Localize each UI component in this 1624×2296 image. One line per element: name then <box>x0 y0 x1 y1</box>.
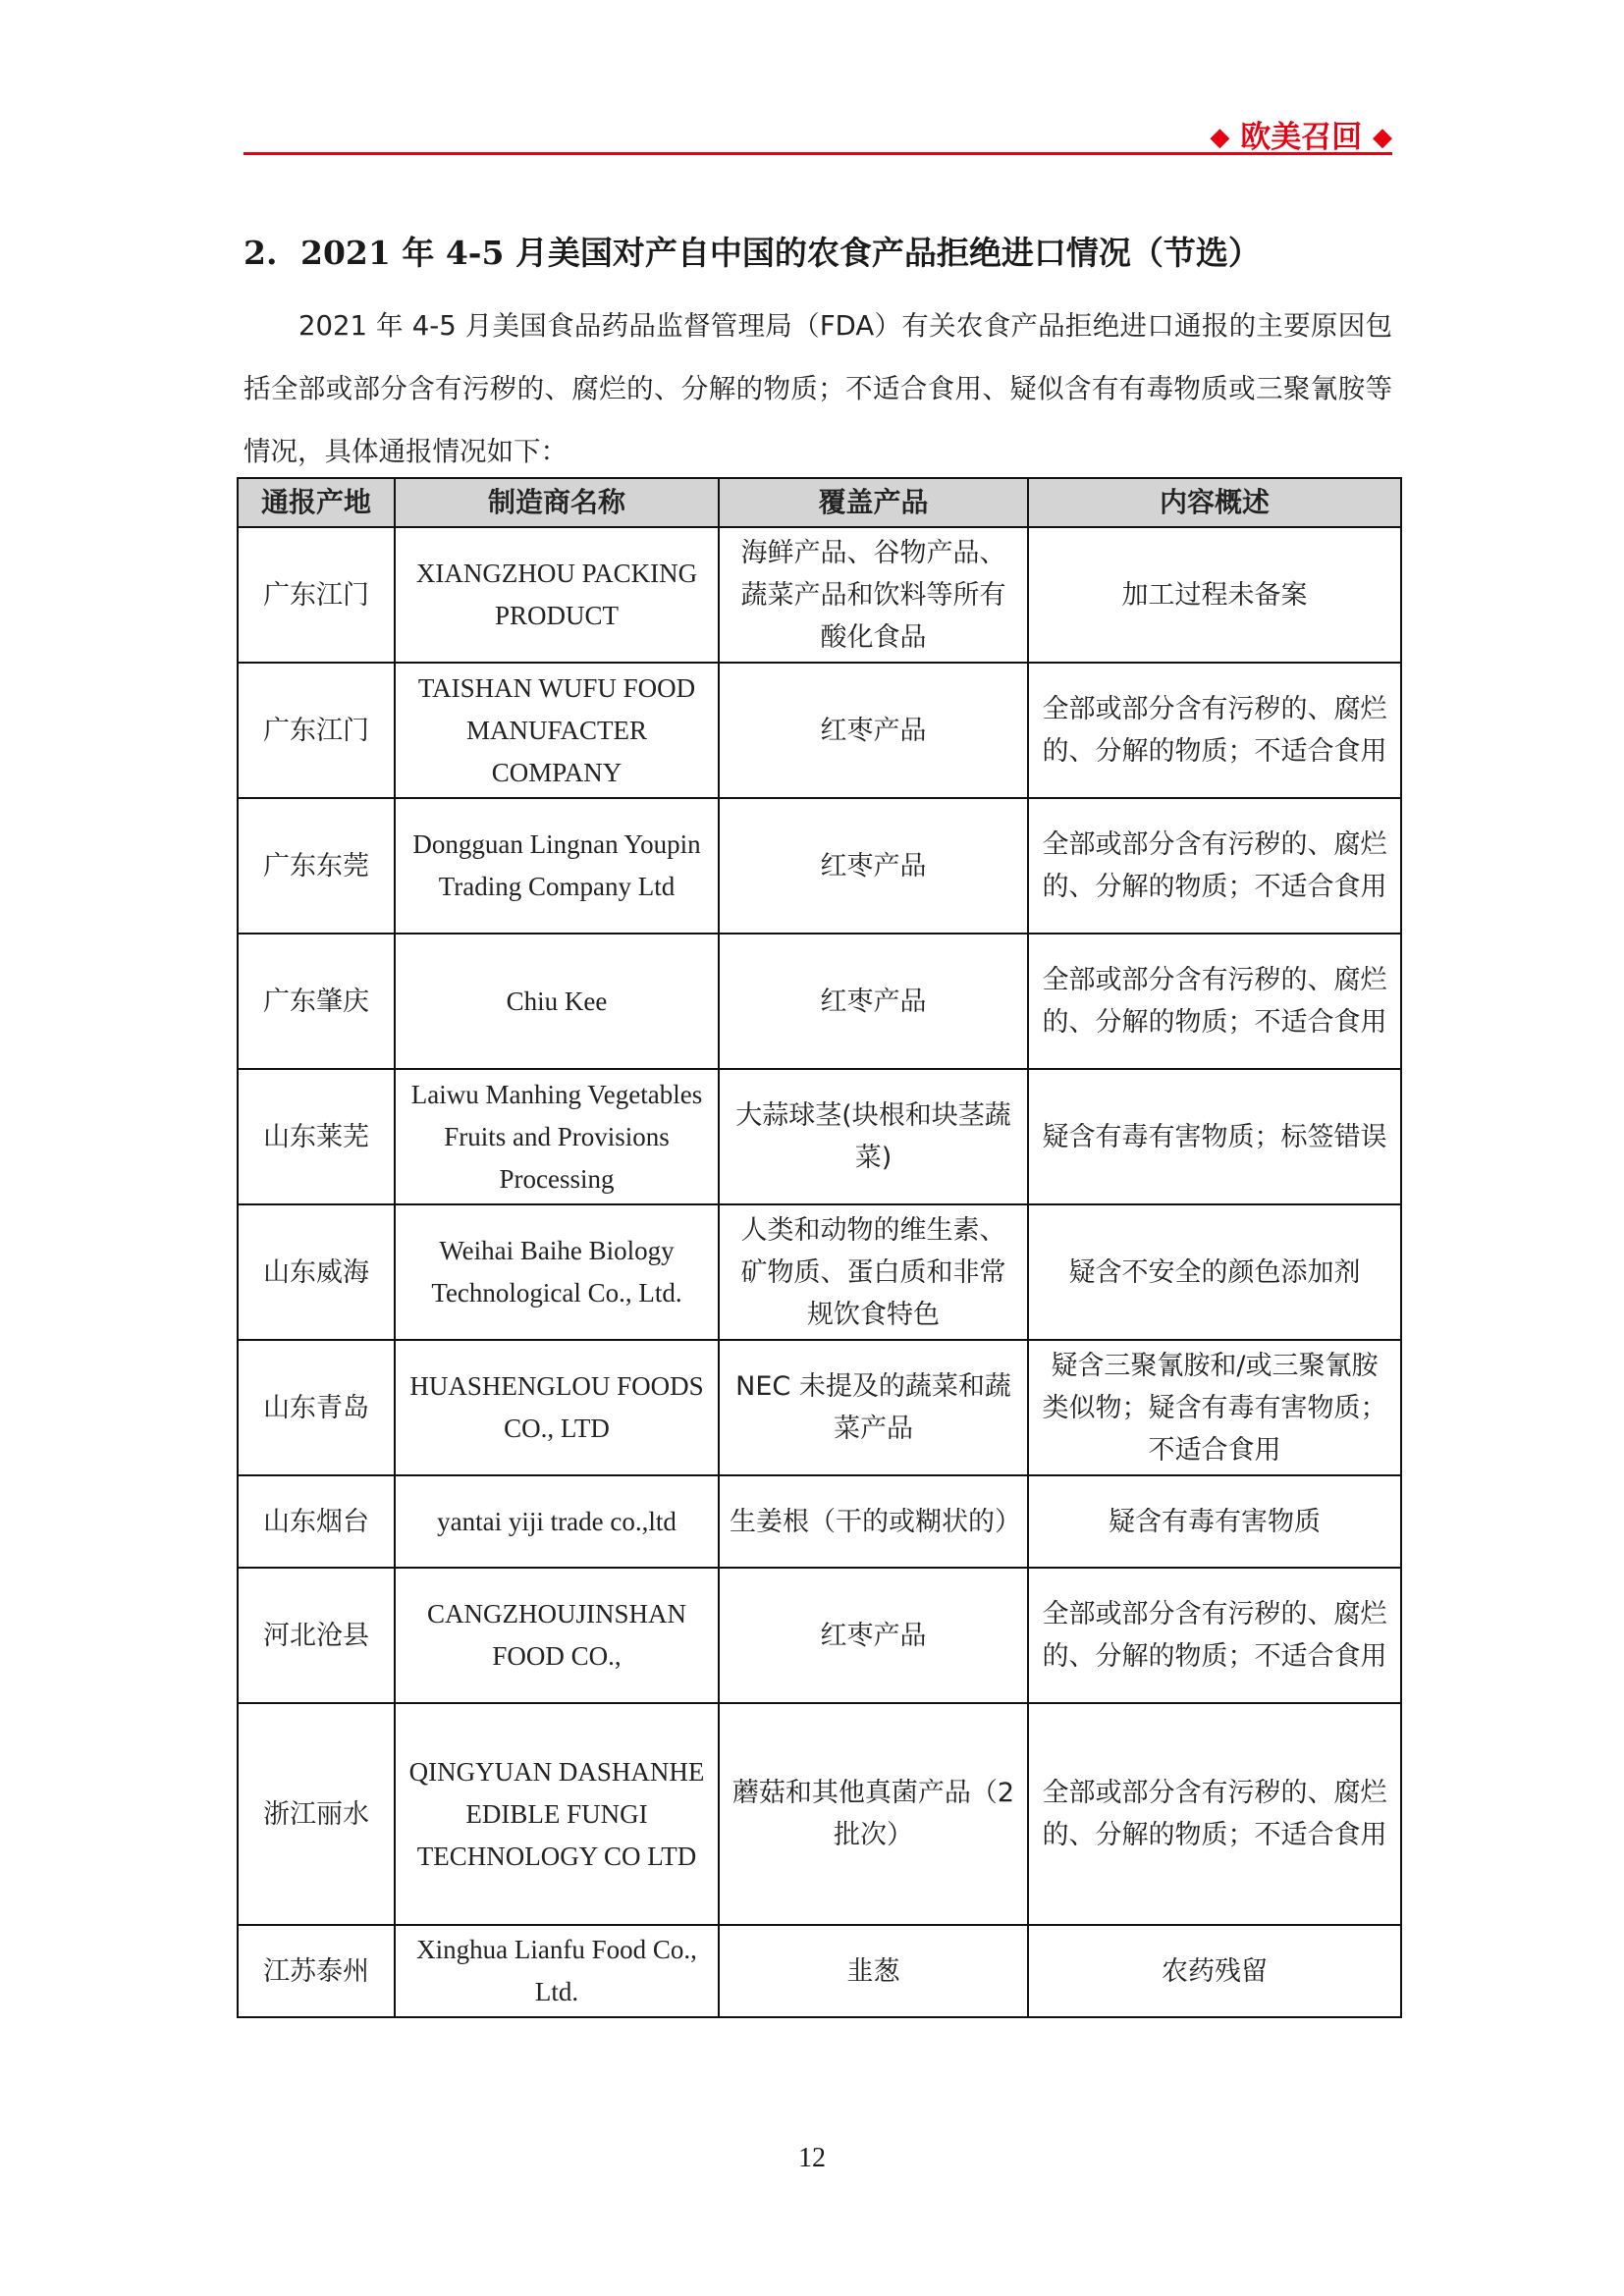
cell-origin: 山东莱芜 <box>238 1069 395 1204</box>
section-title <box>244 228 1392 274</box>
table-row <box>238 1340 1401 1475</box>
cell-summary: 疑含三聚氰胺和/或三聚氰胺类似物；疑含有毒有害物质；不适合食用 <box>1028 1340 1401 1475</box>
section-number: 2. <box>244 234 278 272</box>
cell-origin: 广东江门 <box>238 663 395 798</box>
cell-origin: 河北沧县 <box>238 1568 395 1703</box>
table-header-row <box>238 478 1401 527</box>
cell-product: NEC 未提及的蔬菜和蔬菜产品 <box>719 1340 1028 1475</box>
header-summary: 内容概述 <box>1028 478 1401 527</box>
cell-origin: 广东江门 <box>238 527 395 663</box>
cell-product: 红枣产品 <box>719 798 1028 934</box>
cell-summary: 疑含不安全的颜色添加剂 <box>1028 1204 1401 1340</box>
cell-summary: 农药残留 <box>1028 1925 1401 2017</box>
table-row <box>238 527 1401 663</box>
cell-product: 红枣产品 <box>719 934 1028 1069</box>
cell-manufacturer: Weihai Baihe Biology Technological Co., Ltd. <box>395 1204 719 1340</box>
cell-manufacturer: CANGZHOUJINSHAN FOOD CO., <box>395 1568 719 1703</box>
cell-manufacturer: QINGYUAN DASHANHE EDIBLE FUNGI TECHNOLOGY CO LTD <box>395 1703 719 1925</box>
cell-summary: 疑含有毒有害物质 <box>1028 1475 1401 1568</box>
cell-summary: 全部或部分含有污秽的、腐烂的、分解的物质；不适合食用 <box>1028 934 1401 1069</box>
table-row <box>238 1475 1401 1568</box>
cell-origin: 山东威海 <box>238 1204 395 1340</box>
header-tag-label: 欧美召回 <box>1240 120 1363 155</box>
cell-product: 红枣产品 <box>719 1568 1028 1703</box>
cell-product: 蘑菇和其他真菌产品（2 批次） <box>719 1703 1028 1925</box>
cell-origin: 江苏泰州 <box>238 1925 395 2017</box>
rejection-table <box>237 477 1402 2018</box>
cell-manufacturer: Chiu Kee <box>395 934 719 1069</box>
cell-summary: 疑含有毒有害物质；标签错误 <box>1028 1069 1401 1204</box>
table-row <box>238 934 1401 1069</box>
cell-origin: 广东东莞 <box>238 798 395 934</box>
cell-summary: 全部或部分含有污秽的、腐烂的、分解的物质；不适合食用 <box>1028 798 1401 934</box>
cell-summary: 全部或部分含有污秽的、腐烂的、分解的物质；不适合食用 <box>1028 1568 1401 1703</box>
cell-product: 人类和动物的维生素、矿物质、蛋白质和非常规饮食特色 <box>719 1204 1028 1340</box>
page-header <box>244 108 1392 155</box>
cell-product: 红枣产品 <box>719 663 1028 798</box>
table-row <box>238 1703 1401 1925</box>
cell-product: 生姜根（干的或糊状的） <box>719 1475 1028 1568</box>
cell-manufacturer: Dongguan Lingnan Youpin Trading Company Ltd <box>395 798 719 934</box>
cell-manufacturer: TAISHAN WUFU FOOD MANUFACTER COMPANY <box>395 663 719 798</box>
cell-manufacturer: Xinghua Lianfu Food Co., Ltd. <box>395 1925 719 2017</box>
intro-paragraph: 2021 年 4-5 月美国食品药品监督管理局（FDA）有关农食产品拒绝进口通报的主要原因包括全部或部分含有污秽的、腐烂的、分解的物质；不适合食用、疑似含有有毒物质或三聚氰胺等情况，具体通报情况如下： <box>244 310 1392 467</box>
page-number: 12 <box>798 2143 826 2173</box>
cell-origin: 浙江丽水 <box>238 1703 395 1925</box>
table-row <box>238 1568 1401 1703</box>
table-row <box>238 1204 1401 1340</box>
diamond-right-icon: ◆ <box>1373 123 1392 152</box>
table-row <box>238 798 1401 934</box>
cell-manufacturer: HUASHENGLOU FOODS CO., LTD <box>395 1340 719 1475</box>
cell-summary: 全部或部分含有污秽的、腐烂的、分解的物质；不适合食用 <box>1028 1703 1401 1925</box>
cell-summary: 全部或部分含有污秽的、腐烂的、分解的物质；不适合食用 <box>1028 663 1401 798</box>
cell-summary: 加工过程未备案 <box>1028 527 1401 663</box>
cell-origin: 山东青岛 <box>238 1340 395 1475</box>
cell-manufacturer: Laiwu Manhing Vegetables Fruits and Provisions Processing <box>395 1069 719 1204</box>
cell-product: 大蒜球茎(块根和块茎蔬菜) <box>719 1069 1028 1204</box>
cell-origin: 山东烟台 <box>238 1475 395 1568</box>
header-manufacturer: 制造商名称 <box>395 478 719 527</box>
header-product: 覆盖产品 <box>719 478 1028 527</box>
cell-origin: 广东肇庆 <box>238 934 395 1069</box>
cell-product: 海鲜产品、谷物产品、蔬菜产品和饮料等所有酸化食品 <box>719 527 1028 663</box>
diamond-left-icon: ◆ <box>1210 123 1230 152</box>
cell-manufacturer: XIANGZHOU PACKING PRODUCT <box>395 527 719 663</box>
header-origin: 通报产地 <box>238 478 395 527</box>
header-tag <box>1210 112 1392 156</box>
table-row <box>238 663 1401 798</box>
table-row <box>238 1069 1401 1204</box>
cell-product: 韭葱 <box>719 1925 1028 2017</box>
section-title-text: 2021 年 4-5 月美国对产自中国的农食产品拒绝进口情况（节选） <box>300 234 1261 272</box>
cell-manufacturer: yantai yiji trade co.,ltd <box>395 1475 719 1568</box>
table-row <box>238 1925 1401 2017</box>
